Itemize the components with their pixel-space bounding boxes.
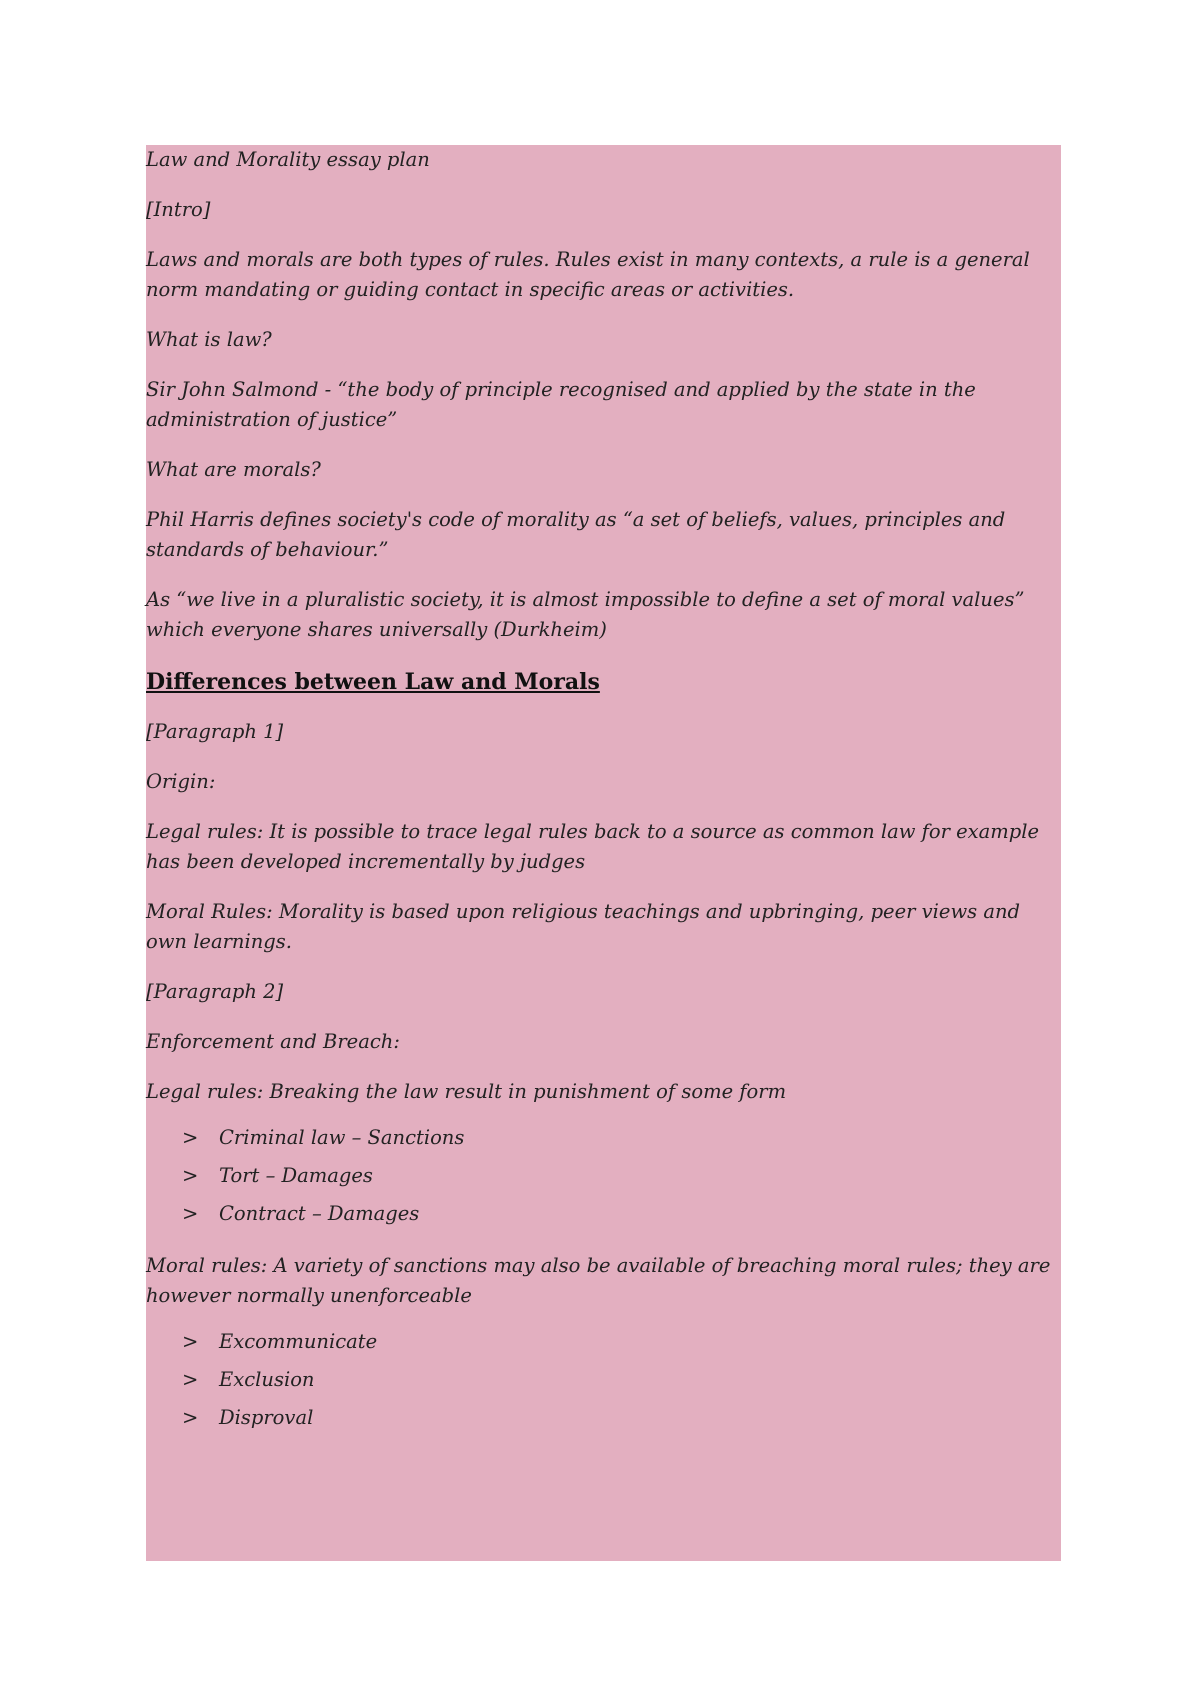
list-item-text: Disproval (219, 1406, 314, 1429)
list-item-text: Exclusion (219, 1368, 315, 1391)
document-title: Law and Morality essay plan (146, 148, 430, 171)
document-body (146, 145, 1061, 1455)
question-morals: What are morals? (146, 458, 321, 481)
intro-text: Laws and morals are both types of rules. Rules exist in many contexts, a rule is a general norm mandating or guiding contact in specific areas or activities. (146, 248, 1030, 301)
list-item (146, 1119, 1061, 1157)
list-item-text: Tort – Damages (219, 1164, 373, 1187)
paragraph-2-tag: [Paragraph 2] (146, 980, 284, 1003)
section-heading: Differences between Law and Morals (146, 669, 600, 695)
legal-consequence-list (146, 1119, 1061, 1233)
moral-breach-text: Moral rules: A variety of sanctions may also be available of breaching moral rules; they are however normally unenforceable (146, 1254, 1051, 1307)
moral-origin-text: Moral Rules: Morality is based upon religious teachings and upbringing, peer views and own learnings. (146, 900, 1021, 953)
question-law: What is law? (146, 328, 272, 351)
origin-label: Origin: (146, 770, 216, 793)
bullet-arrow-icon: > (182, 1368, 199, 1391)
salmond-quote: Sir John Salmond - “the body of principle recognised and applied by the state in the administration of justice” (146, 378, 976, 431)
bullet-arrow-icon: > (182, 1164, 199, 1187)
harris-quote: Phil Harris defines society's code of morality as “a set of beliefs, values, principles and standards of behaviour.” (146, 508, 1006, 561)
list-item (146, 1195, 1061, 1233)
list-item-text: Excommunicate (219, 1330, 378, 1353)
list-item (146, 1361, 1061, 1399)
moral-consequence-list (146, 1323, 1061, 1437)
legal-breach-text: Legal rules: Breaking the law result in punishment of some form (146, 1080, 787, 1103)
list-item-text: Contract – Damages (219, 1202, 420, 1225)
list-item (146, 1157, 1061, 1195)
durkheim-quote: As “we live in a pluralistic society, it is almost impossible to define a set of moral values” which everyone shares universally (Durkheim) (146, 588, 1025, 641)
list-item-text: Criminal law – Sanctions (219, 1126, 465, 1149)
bullet-arrow-icon: > (182, 1202, 199, 1225)
enforcement-label: Enforcement and Breach: (146, 1030, 400, 1053)
list-item (146, 1399, 1061, 1437)
bullet-arrow-icon: > (182, 1406, 199, 1429)
list-item (146, 1323, 1061, 1361)
bullet-arrow-icon: > (182, 1126, 199, 1149)
paragraph-1-tag: [Paragraph 1] (146, 720, 284, 743)
intro-tag: [Intro] (146, 198, 211, 221)
legal-origin-text: Legal rules: It is possible to trace legal rules back to a source as common law for example has been developed incrementally by judges (146, 820, 1040, 873)
bullet-arrow-icon: > (182, 1330, 199, 1353)
